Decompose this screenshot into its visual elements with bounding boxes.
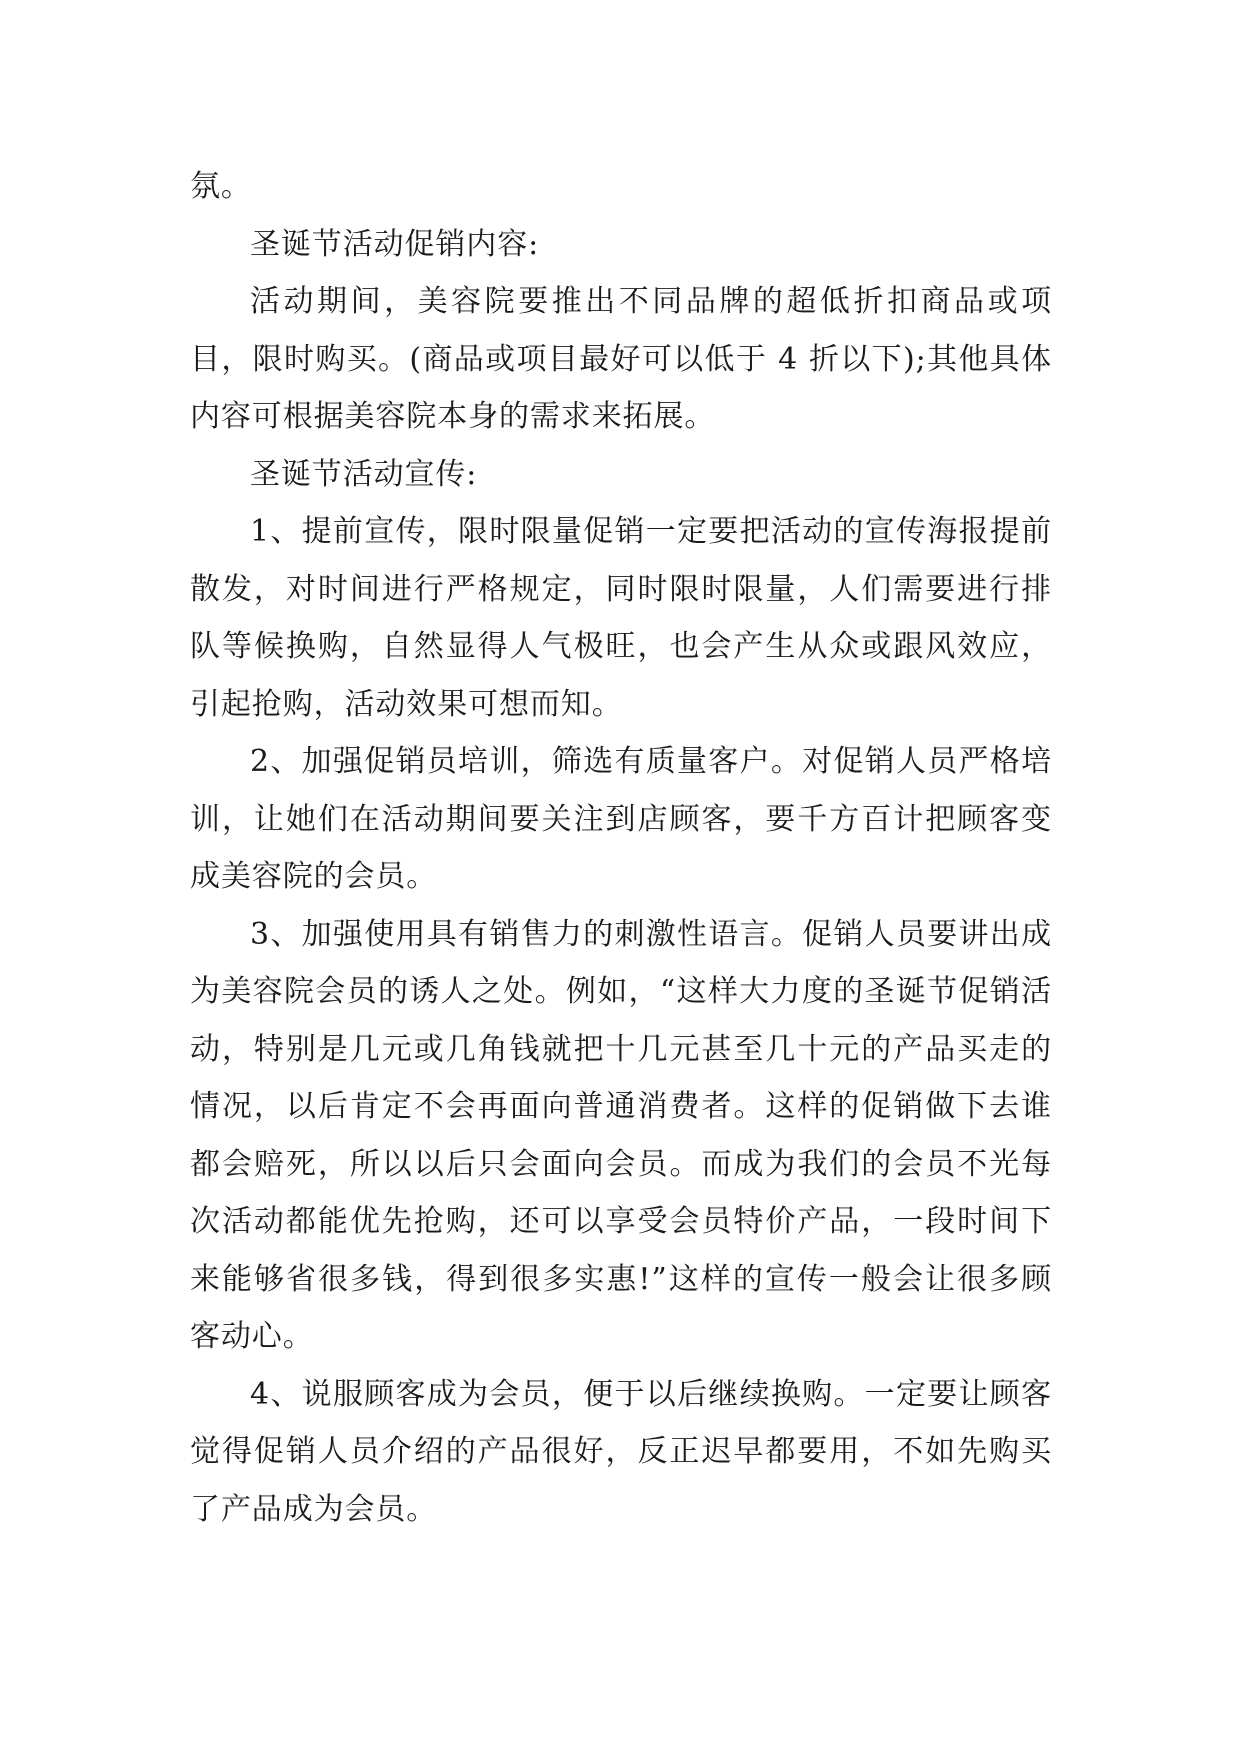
paragraph-continuation: 氛。 xyxy=(190,169,252,204)
document-body xyxy=(190,158,1052,1538)
heading-promotion-content: 圣诞节活动促销内容: xyxy=(250,226,540,262)
paragraph-item-2: 2、加强促销员培训，筛选有质量客户。对促销人员严格培训，让她们在活动期间要关注到店顾客，要千方百计把顾客变成美容院的会员。 xyxy=(190,744,1052,894)
paragraph-item-4: 4、说服顾客成为会员，便于以后继续换购。一定要让顾客觉得促销人员介绍的产品很好，反正迟早都要用，不如先购买了产品成为会员。 xyxy=(190,1376,1052,1527)
paragraph-item-1: 1、提前宣传，限时限量促销一定要把活动的宣传海报提前散发，对时间进行严格规定，同时限时限量，人们需要进行排队等候换购，自然显得人气极旺，也会产生从众或跟风效应，引起抢购，活动效果可想而知。 xyxy=(190,514,1052,722)
heading-promotion-publicity: 圣诞节活动宣传: xyxy=(250,456,478,492)
paragraph-activity-period: 活动期间，美容院要推出不同品牌的超低折扣商品或项目，限时购买。(商品或项目最好可以低于 4 折以下);其他具体内容可根据美容院本身的需求来拓展。 xyxy=(190,284,1052,434)
paragraph-item-3: 3、加强使用具有销售力的刺激性语言。促销人员要讲出成为美容院会员的诱人之处。例如，“这样大力度的圣诞节促销活动，特别是几元或几角钱就把十几元甚至几十元的产品买走的情况，以后肯定不会再面向普通消费者。这样的促销做下去谁都会赔死，所以以后只会面向会员。而成为我们的会员不光每次活动都能优先抢购，还可以享受会员特价产品，一段时间下来能够省很多钱，得到很多实惠!”这样的宣传一般会让很多顾客动心。 xyxy=(190,916,1052,1354)
